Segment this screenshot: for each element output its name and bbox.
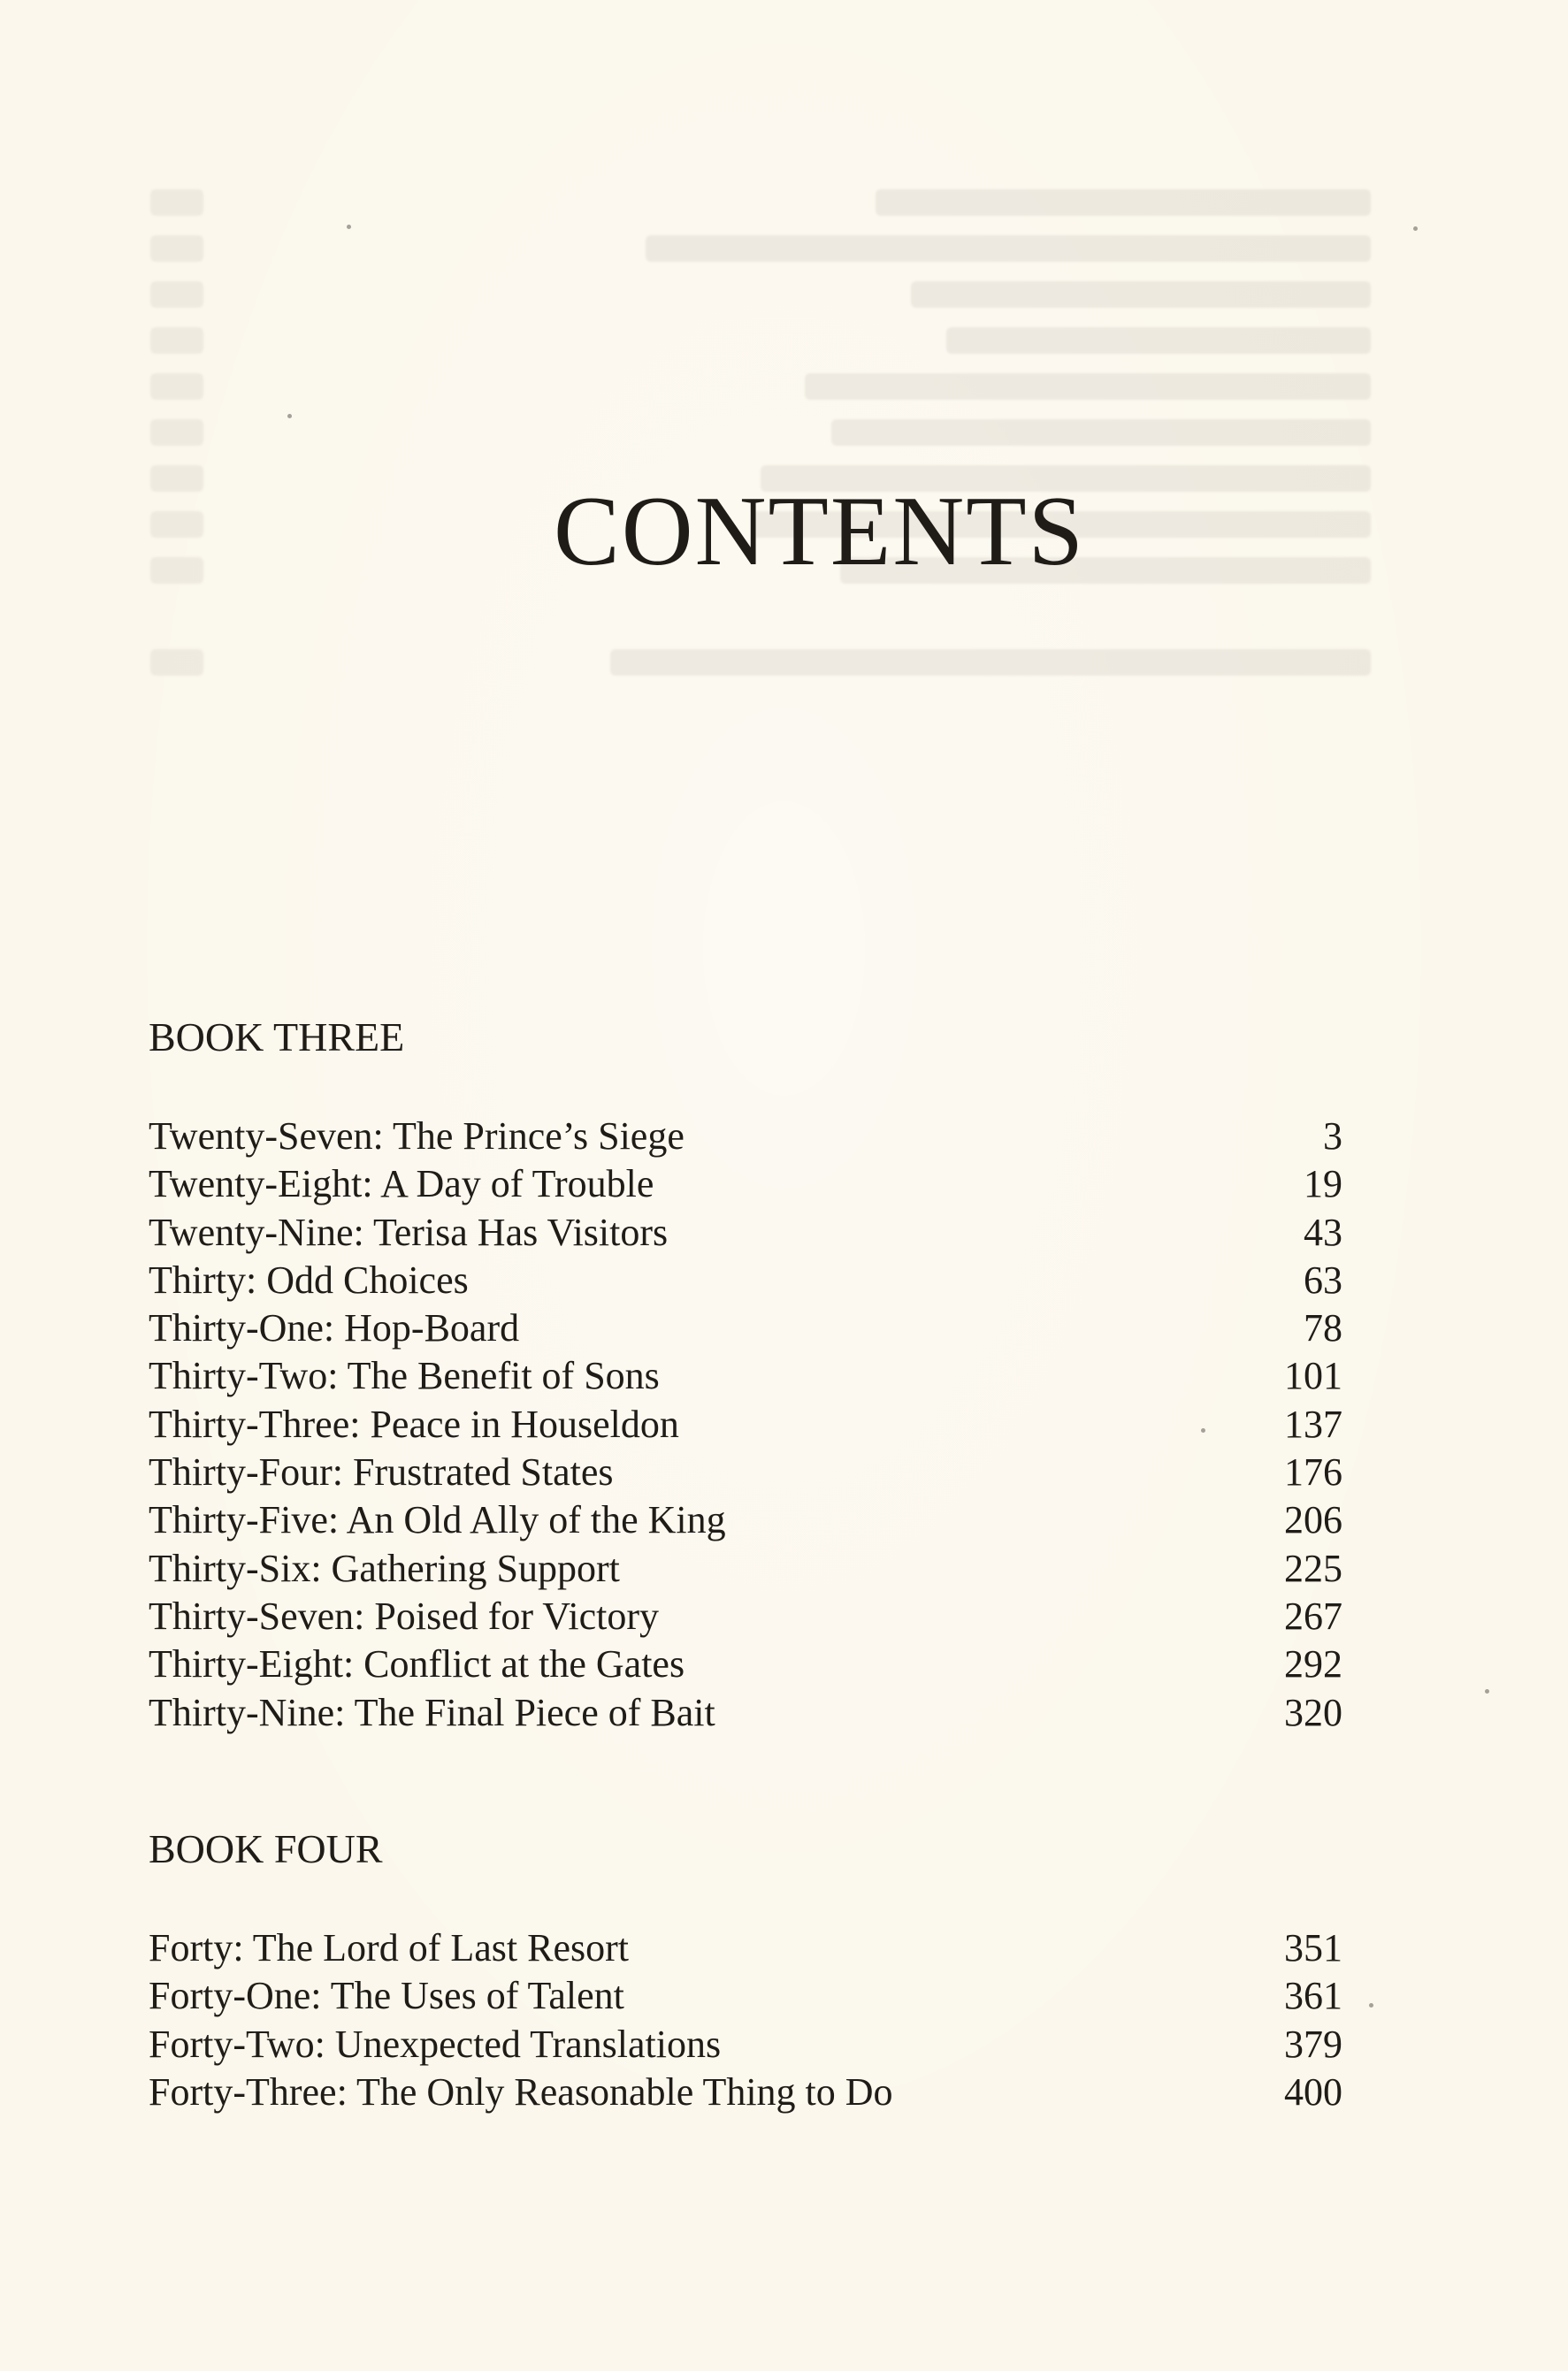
page-number: 78 <box>1304 1306 1342 1350</box>
toc-entry <box>149 1496 1342 1544</box>
chapter-title: Thirty-Eight: Conflict at the Gates <box>149 1642 685 1686</box>
page-number: 101 <box>1284 1354 1342 1398</box>
toc-entry <box>149 1689 1342 1737</box>
chapter-title: Twenty-Nine: Terisa Has Visitors <box>149 1210 669 1254</box>
page-number: 379 <box>1284 2022 1342 2066</box>
toc-entry <box>149 1113 1342 1160</box>
page-number: 176 <box>1284 1450 1342 1495</box>
page-number: 361 <box>1284 1974 1342 2018</box>
book-four-section <box>149 1826 1342 2116</box>
chapter-title: Twenty-Eight: A Day of Trouble <box>149 1162 654 1206</box>
page-number: 225 <box>1284 1546 1342 1590</box>
chapter-title: Thirty-Five: An Old Ally of the King <box>149 1498 726 1542</box>
paper-speck <box>347 225 351 229</box>
toc-entry <box>149 2021 1342 2069</box>
toc-entry <box>149 1352 1342 1400</box>
toc-entry <box>149 1304 1342 1352</box>
chapter-title: Thirty-Nine: The Final Piece of Bait <box>149 1690 715 1734</box>
toc-entry <box>149 1545 1342 1593</box>
chapter-list <box>149 1113 1342 1737</box>
toc-entry <box>149 1401 1342 1449</box>
chapter-title: Forty-Two: Unexpected Translations <box>149 2022 722 2066</box>
chapter-title: Thirty-Seven: Poised for Victory <box>149 1594 660 1638</box>
chapter-title: Twenty-Seven: The Prince’s Siege <box>149 1114 685 1158</box>
toc-entry <box>149 1160 1342 1208</box>
toc-entry <box>149 1641 1342 1688</box>
chapter-title: Thirty-One: Hop-Board <box>149 1306 520 1350</box>
paper-speck <box>287 414 292 418</box>
paper-speck <box>1413 226 1418 231</box>
page-number: 400 <box>1284 2069 1342 2114</box>
page-number: 320 <box>1284 1690 1342 1734</box>
chapter-title: Thirty-Six: Gathering Support <box>149 1546 620 1590</box>
paper-speck <box>1369 2003 1373 2008</box>
chapter-list <box>149 1924 1342 2116</box>
toc-entry <box>149 1257 1342 1304</box>
book-heading: BOOK THREE <box>149 1014 405 1059</box>
page-number: 267 <box>1284 1594 1342 1638</box>
contents-title: CONTENTS <box>554 477 1085 586</box>
chapter-title: Thirty-Three: Peace in Houseldon <box>149 1402 679 1446</box>
chapter-title: Forty-Three: The Only Reasonable Thing to Do <box>149 2069 893 2114</box>
page-number: 137 <box>1284 1402 1342 1446</box>
page-number: 292 <box>1284 1642 1342 1686</box>
chapter-title: Forty: The Lord of Last Resort <box>149 1926 629 1969</box>
paper-speck <box>1485 1689 1489 1694</box>
page-number: 351 <box>1284 1926 1342 1969</box>
paper-speck <box>1201 1428 1205 1433</box>
toc-entry <box>149 1972 1342 2020</box>
toc-entry <box>149 2069 1342 2116</box>
page-number: 63 <box>1304 1258 1342 1302</box>
toc-entry <box>149 1924 1342 1972</box>
page-number: 19 <box>1304 1162 1342 1206</box>
bleed-through-texture <box>150 133 1371 685</box>
book-heading: BOOK FOUR <box>149 1826 383 1871</box>
toc-entry <box>149 1449 1342 1496</box>
chapter-title: Forty-One: The Uses of Talent <box>149 1974 624 2018</box>
page-number: 206 <box>1284 1498 1342 1542</box>
page-number: 43 <box>1304 1210 1342 1254</box>
page-number: 3 <box>1323 1114 1342 1158</box>
chapter-title: Thirty-Two: The Benefit of Sons <box>149 1354 660 1398</box>
chapter-title: Thirty: Odd Choices <box>149 1258 469 1302</box>
book-three-section <box>149 1014 1342 1737</box>
toc-entry <box>149 1593 1342 1641</box>
toc-entry <box>149 1209 1342 1257</box>
chapter-title: Thirty-Four: Frustrated States <box>149 1450 614 1495</box>
